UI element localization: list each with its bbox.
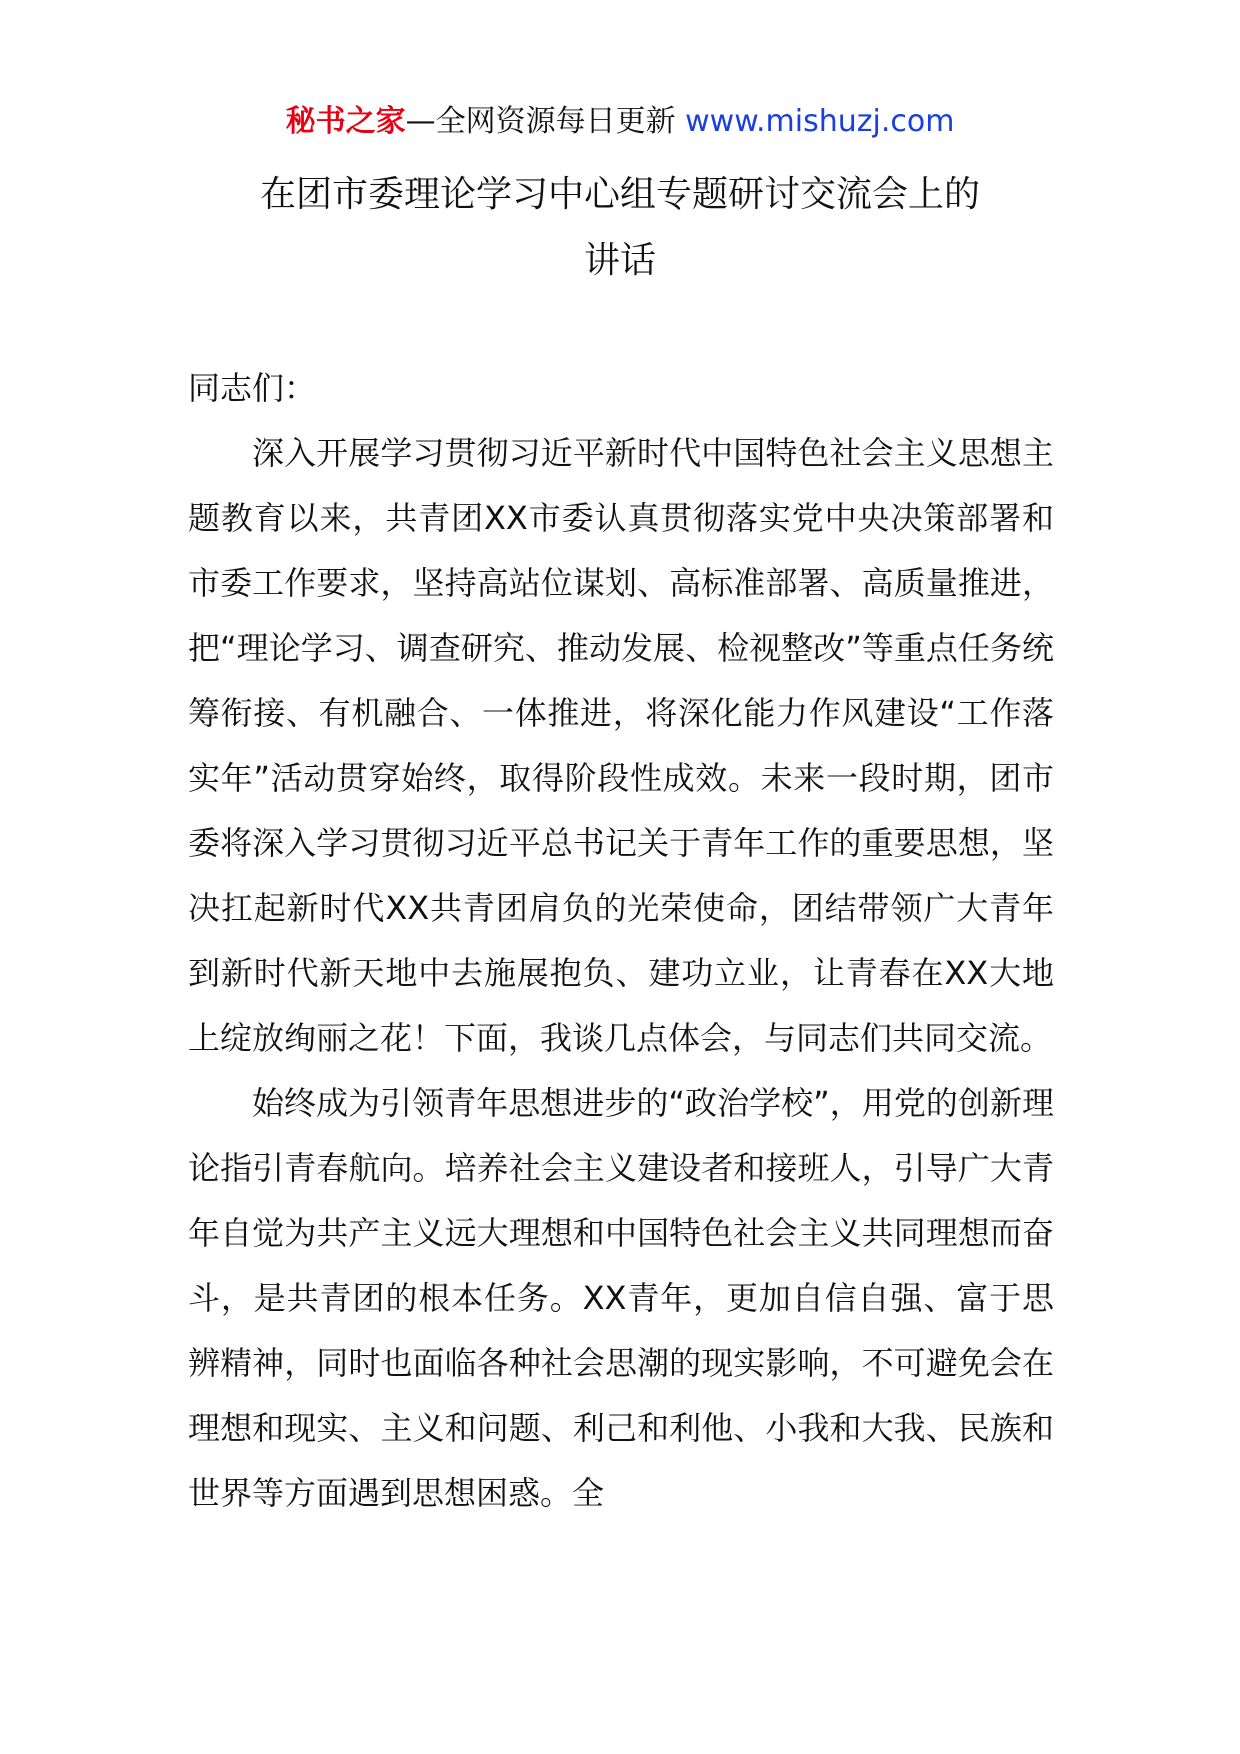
site-header (0, 100, 1240, 144)
brand-name: 秘书之家 (285, 104, 406, 139)
site-url-link[interactable]: www.mishuzj.com (685, 104, 955, 139)
header-tagline: —全网资源每日更新 (405, 104, 676, 139)
body-paragraph-2: 始终成为引领青年思想进步的“政治学校”，用党的创新理论指引青春航向。培养社会主义建设者和接班人，引导广大青年自觉为共产主义远大理想和中国特色社会主义共同理想而奋斗，是共青团的根本任务。XX青年，更加自信自强、富于思辨精神，同时也面临各种社会思潮的现实影响，不可避免会在理想和现实、主义和问题、利己和利他、小我和大我、民族和世界等方面遇到思想困惑。全 (188, 1084, 1054, 1512)
title-line-2: 讲话 (583, 240, 656, 281)
document-body (188, 356, 1054, 1526)
body-paragraph-1: 深入开展学习贯彻习近平新时代中国特色社会主义思想主题教育以来，共青团XX市委认真贯彻落实党中央决策部署和市委工作要求，坚持高站位谋划、高标准部署、高质量推进，把“理论学习、调查研究、推动发展、检视整改”等重点任务统筹衔接、有机融合、一体推进，将深化能力作风建设“工作落实年”活动贯穿始终，取得阶段性成效。未来一段时期，团市委将深入学习贯彻习近平总书记关于青年工作的重要思想，坚决扛起新时代XX共青团肩负的光荣使命，团结带领广大青年到新时代新天地中去施展抱负、建功立业，让青春在XX大地上绽放绚丽之花！下面，我谈几点体会，与同志们共同交流。 (188, 434, 1054, 1057)
title-line-1: 在团市委理论学习中心组专题研讨交流会上的 (259, 174, 980, 215)
document-title (170, 162, 1070, 294)
salutation: 同志们： (188, 369, 317, 407)
